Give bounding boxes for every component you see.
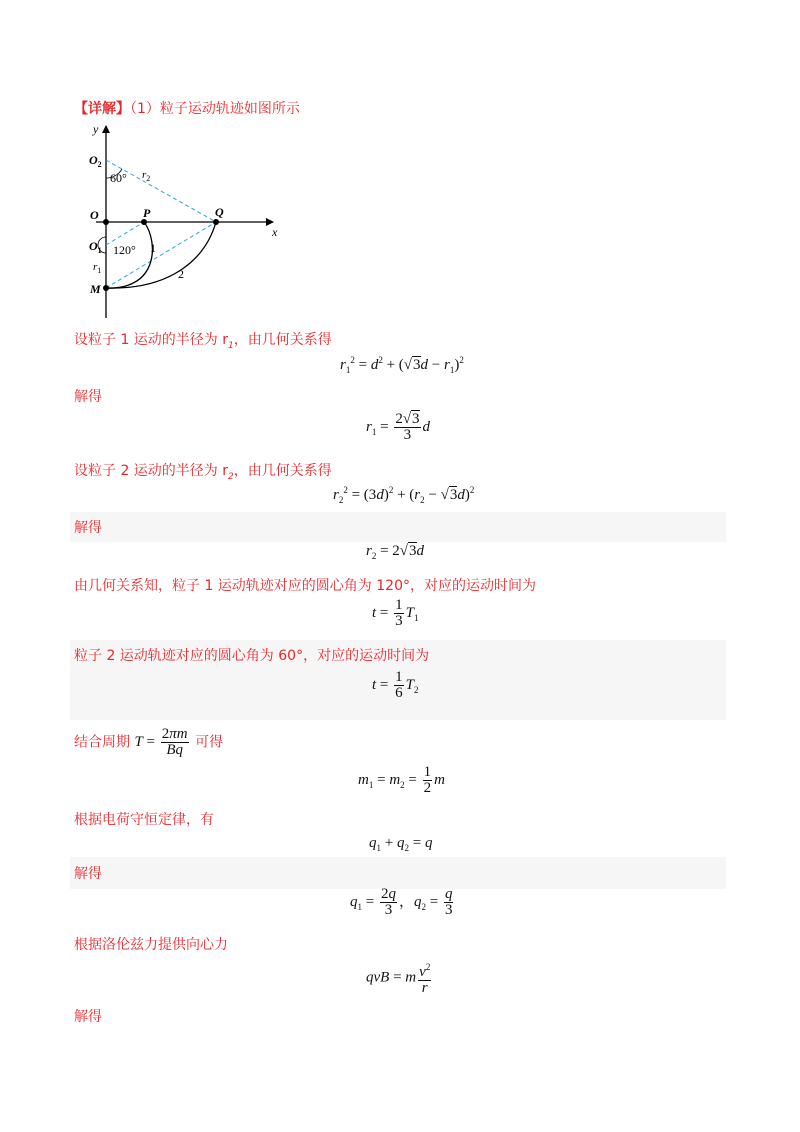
- heading-bracket: 【详解】: [74, 101, 130, 117]
- equation-t2: t = $\frac{1}{6}$ $T_2$: [372, 669, 419, 701]
- text-period: 结合周期 T = $\frac{2\pi m}{Bq}$ 可得: [74, 726, 224, 758]
- equation-r2-result: $r_2 = 2√3d$: [366, 543, 425, 561]
- equation-mass: $m_1 = m_2$ = $\frac{1}{2}$ m: [358, 764, 445, 796]
- text-lorentz-force: 根据洛伦兹力提供向心力: [74, 937, 228, 953]
- heading-part: （1）粒子运动轨迹如图所示: [130, 101, 300, 117]
- angle-60-label: 60°: [110, 171, 127, 185]
- p-label: P: [143, 206, 151, 220]
- r1-label: $r_1$: [93, 261, 102, 275]
- path-2-label: 2: [178, 267, 184, 281]
- equation-t1: t = $\frac{1}{3}$ $T_1$: [372, 597, 419, 629]
- o2-label: $O_2$: [89, 153, 102, 169]
- equation-r2-geometry: $r_2^2 = (3d)^2 + (r_2 - √3d)^2$: [333, 485, 475, 505]
- equation-charges: $q_1$ = $\frac{2q}{3}$ ，$q_2$ = $\frac{q}{3}$: [350, 886, 453, 918]
- x-label: x: [272, 225, 278, 239]
- angle-120-label: 120°: [113, 243, 136, 257]
- text-solve-3: 解得: [74, 866, 102, 882]
- equation-r1-geometry: $r_1^2 = d^2 + (√3d - r_1)^2$: [340, 355, 464, 375]
- point-o: [103, 219, 109, 225]
- equation-lorentz: qvB = m $\frac{v^2}{r}$: [366, 962, 431, 996]
- highlight-band: [70, 512, 726, 542]
- o1-label: $O_1$: [89, 239, 102, 255]
- trajectory-figure: [80, 118, 290, 323]
- equation-r1-result: $r_1$ = $\frac{2√3}{3}$ d: [366, 411, 431, 443]
- text-solve-2: 解得: [74, 520, 102, 536]
- o1p-dashed-line: [106, 222, 144, 245]
- text-radius1: 设粒子 1 运动的半径为 $r_1$，由几何关系得: [74, 332, 332, 351]
- o-label: O: [90, 208, 99, 222]
- text-solve-1: 解得: [74, 389, 102, 405]
- text-charge-conservation: 根据电荷守恒定律，有: [74, 812, 214, 828]
- text-solve-4: 解得: [74, 1009, 102, 1025]
- solution-heading: [74, 98, 300, 118]
- equation-charge-sum: $q_1 + q_2 = q$: [369, 835, 433, 853]
- text-radius2: 设粒子 2 运动的半径为 $r_2$，由几何关系得: [74, 463, 332, 482]
- r2-label: $r_2$: [142, 169, 151, 183]
- period-formula: T = $\frac{2\pi m}{Bq}$: [134, 726, 188, 758]
- text-angle-60: 粒子 2 运动轨迹对应的圆心角为 60°，对应的运动时间为: [74, 648, 430, 664]
- point-m: [103, 285, 109, 291]
- highlight-band: [70, 857, 726, 889]
- q-label: Q: [215, 205, 224, 219]
- m-label: M: [90, 282, 101, 296]
- point-q: [213, 219, 219, 225]
- r2-dashed-line: [106, 160, 216, 222]
- text-angle-120: 由几何关系知，粒子 1 运动轨迹对应的圆心角为 120°，对应的运动时间为: [74, 578, 536, 594]
- path-1-label: 1: [150, 241, 156, 255]
- y-label: y: [93, 122, 99, 136]
